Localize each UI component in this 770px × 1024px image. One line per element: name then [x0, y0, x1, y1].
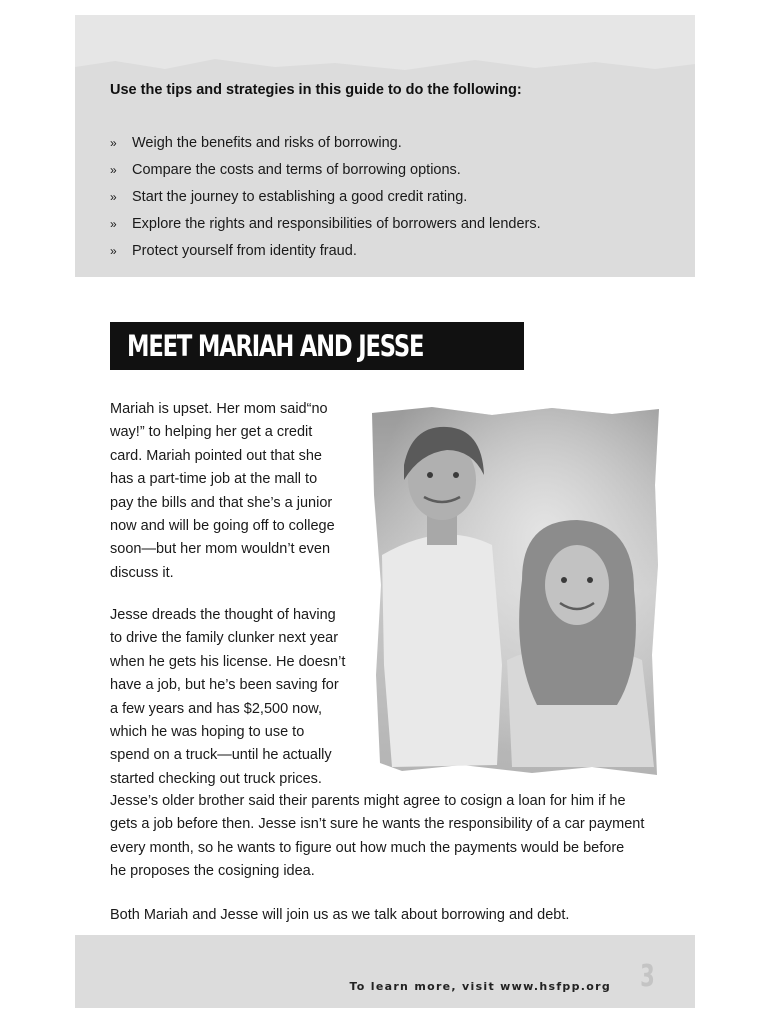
tips-heading: Use the tips and strategies in this guide to do the following:: [110, 82, 522, 98]
brother-paragraph: Jesse’s older brother said their parents might agree to cosign a loan for him if he gets a job before then. Jesse isn’t sure he wants the responsibility of a car payment every month, so he wants to figure out how much the payments would be before he proposes the cosigning idea.: [110, 793, 645, 880]
page: [75, 15, 695, 1008]
bullet-icon: »: [110, 217, 117, 231]
page-number: 3: [640, 959, 655, 994]
bullet-icon: »: [110, 136, 117, 150]
bullet-icon: »: [110, 190, 117, 204]
page-footer: [75, 935, 695, 1008]
bullet-icon: »: [110, 163, 117, 177]
tips-list-item: » Explore the rights and responsibilities of borrowers and lenders.: [110, 211, 541, 238]
jesse-paragraph: Jesse dreads the thought of having to drive the family clunker next year when he gets his license. He doesn’t have a job, but he’s been saving for a few years and has $2,500 now, which he was hoping to use to spend on a truck—until he actually started checking out truck prices.: [110, 607, 346, 787]
tips-list-item: » Protect yourself from identity fraud.: [110, 238, 541, 265]
tips-list: [110, 130, 541, 265]
footer-link-text: To learn more, visit www.hsfpp.org: [349, 980, 611, 993]
mariah-paragraph: Mariah is upset. Her mom said“no way!” to helping her get a credit card. Mariah pointed out that she has a part-time job at the mall to pay the bills and that she’s a junior now and will be going off to college soon—but her mom wouldn’t even discuss it.: [110, 401, 335, 581]
tips-list-item: » Compare the costs and terms of borrowing options.: [110, 157, 541, 184]
tips-list-item: » Weigh the benefits and risks of borrowing.: [110, 130, 541, 157]
closing-paragraph: Both Mariah and Jesse will join us as we talk about borrowing and debt.: [110, 907, 570, 923]
tips-banner: [75, 15, 695, 277]
section-title: MEET MARIAH AND JESSE: [110, 322, 524, 370]
bullet-icon: »: [110, 244, 117, 258]
torn-edge-decoration: [75, 55, 695, 85]
tips-list-item: » Start the journey to establishing a good credit rating.: [110, 184, 541, 211]
banner-top-strip: [75, 15, 695, 55]
teens-photo: [372, 405, 659, 775]
